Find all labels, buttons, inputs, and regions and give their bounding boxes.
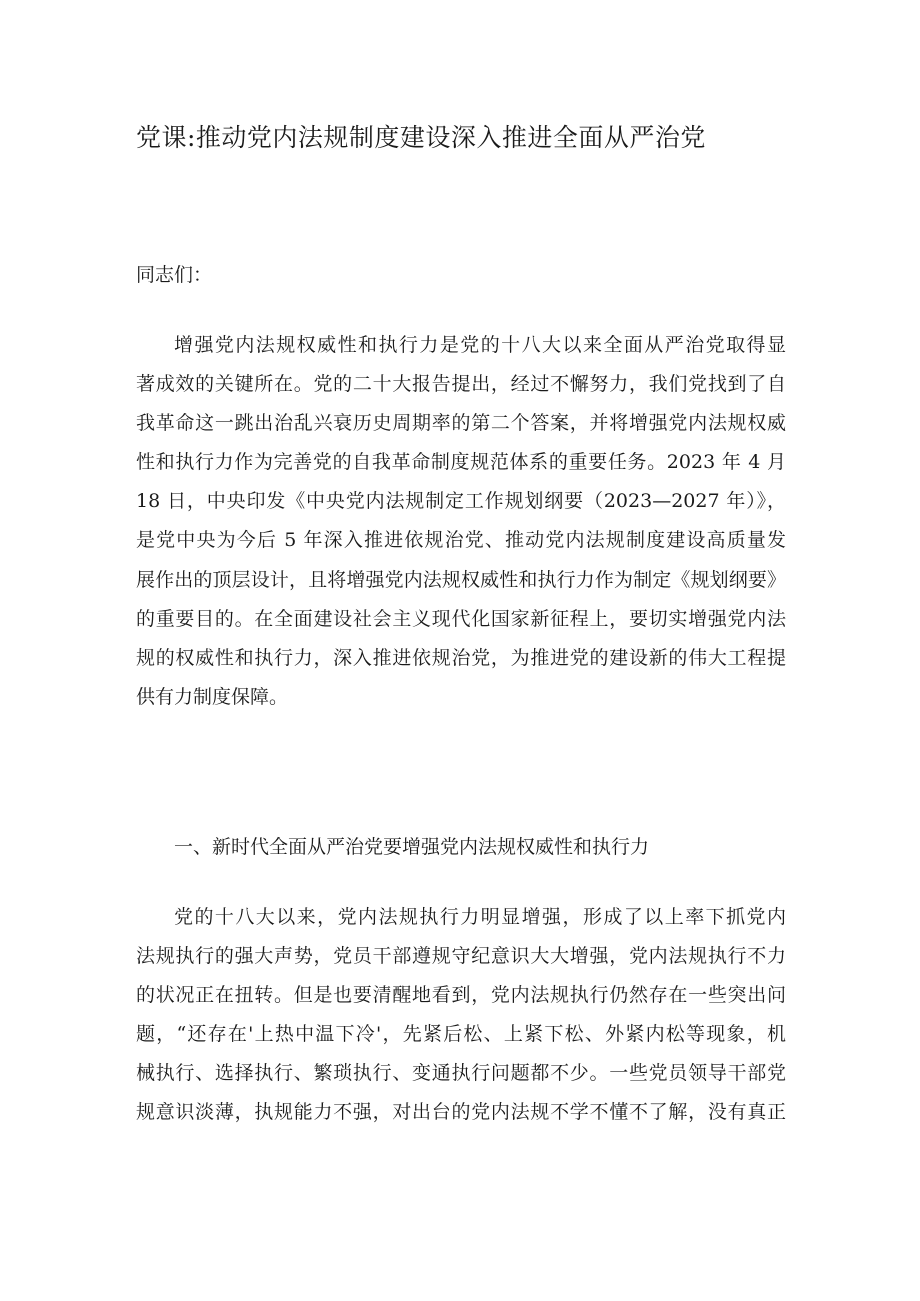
paragraph-line: 法规执行的强大声势，党员干部遵规守纪意识大大增强，党内法规执行不力: [136, 945, 786, 968]
paragraph-line: 展作出的顶层设计，且将增强党内法规权威性和执行力作为制定《规划纲要》: [136, 568, 786, 591]
paragraph-line: 党的十八大以来，党内法规执行力明显增强，形成了以上率下抓党内: [174, 906, 786, 928]
paragraph-line: 械执行、选择执行、繁琐执行、变通执行问题都不少。一些党员领导干部党: [136, 1062, 786, 1085]
paragraph-line: 供有力制度保障。: [136, 685, 289, 708]
paragraph-2: [136, 898, 786, 1133]
paragraph-line: 著成效的关键所在。党的二十大报告提出，经过不懈努力，我们党找到了自: [136, 373, 786, 396]
paragraph-line: 性和执行力作为完善党的自我革命制度规范体系的重要任务。2023 年 4 月: [136, 451, 786, 474]
paragraph-line: 我革命这一跳出治乱兴衰历史周期率的第二个答案，并将增强党内法规权威: [136, 412, 786, 435]
paragraph-line: 是党中央为今后 5 年深入推进依规治党、推动党内法规制度建设高质量发: [136, 529, 786, 552]
paragraph-line: 规的权威性和执行力，深入推进依规治党，为推进党的建设新的伟大工程提: [136, 646, 786, 669]
section-heading: 一、新时代全面从严治党要增强党内法规权威性和执行力: [174, 836, 650, 858]
salutation: 同志们：: [136, 264, 213, 286]
document-title: 党课:推动党内法规制度建设深入推进全面从严治党: [136, 123, 706, 152]
paragraph-line: 规意识淡薄，执规能力不强，对出台的党内法规不学不懂不了解，没有真正: [136, 1101, 786, 1124]
paragraph-line: 增强党内法规权威性和执行力是党的十八大以来全面从严治党取得显: [174, 334, 786, 356]
paragraph-line: 的状况正在扭转。但是也要清醒地看到，党内法规执行仍然存在一些突出问: [136, 984, 786, 1007]
paragraph-line: 题，“还存在'上热中温下冷'，先紧后松、上紧下松、外紧内松等现象，机: [136, 1023, 786, 1046]
paragraph-line: 的重要目的。在全面建设社会主义现代化国家新征程上，要切实增强党内法: [136, 607, 786, 630]
paragraph-1: [136, 326, 786, 717]
paragraph-line: 18 日，中央印发《中央党内法规制定工作规划纲要（2023—2027 年）》，: [136, 490, 786, 513]
